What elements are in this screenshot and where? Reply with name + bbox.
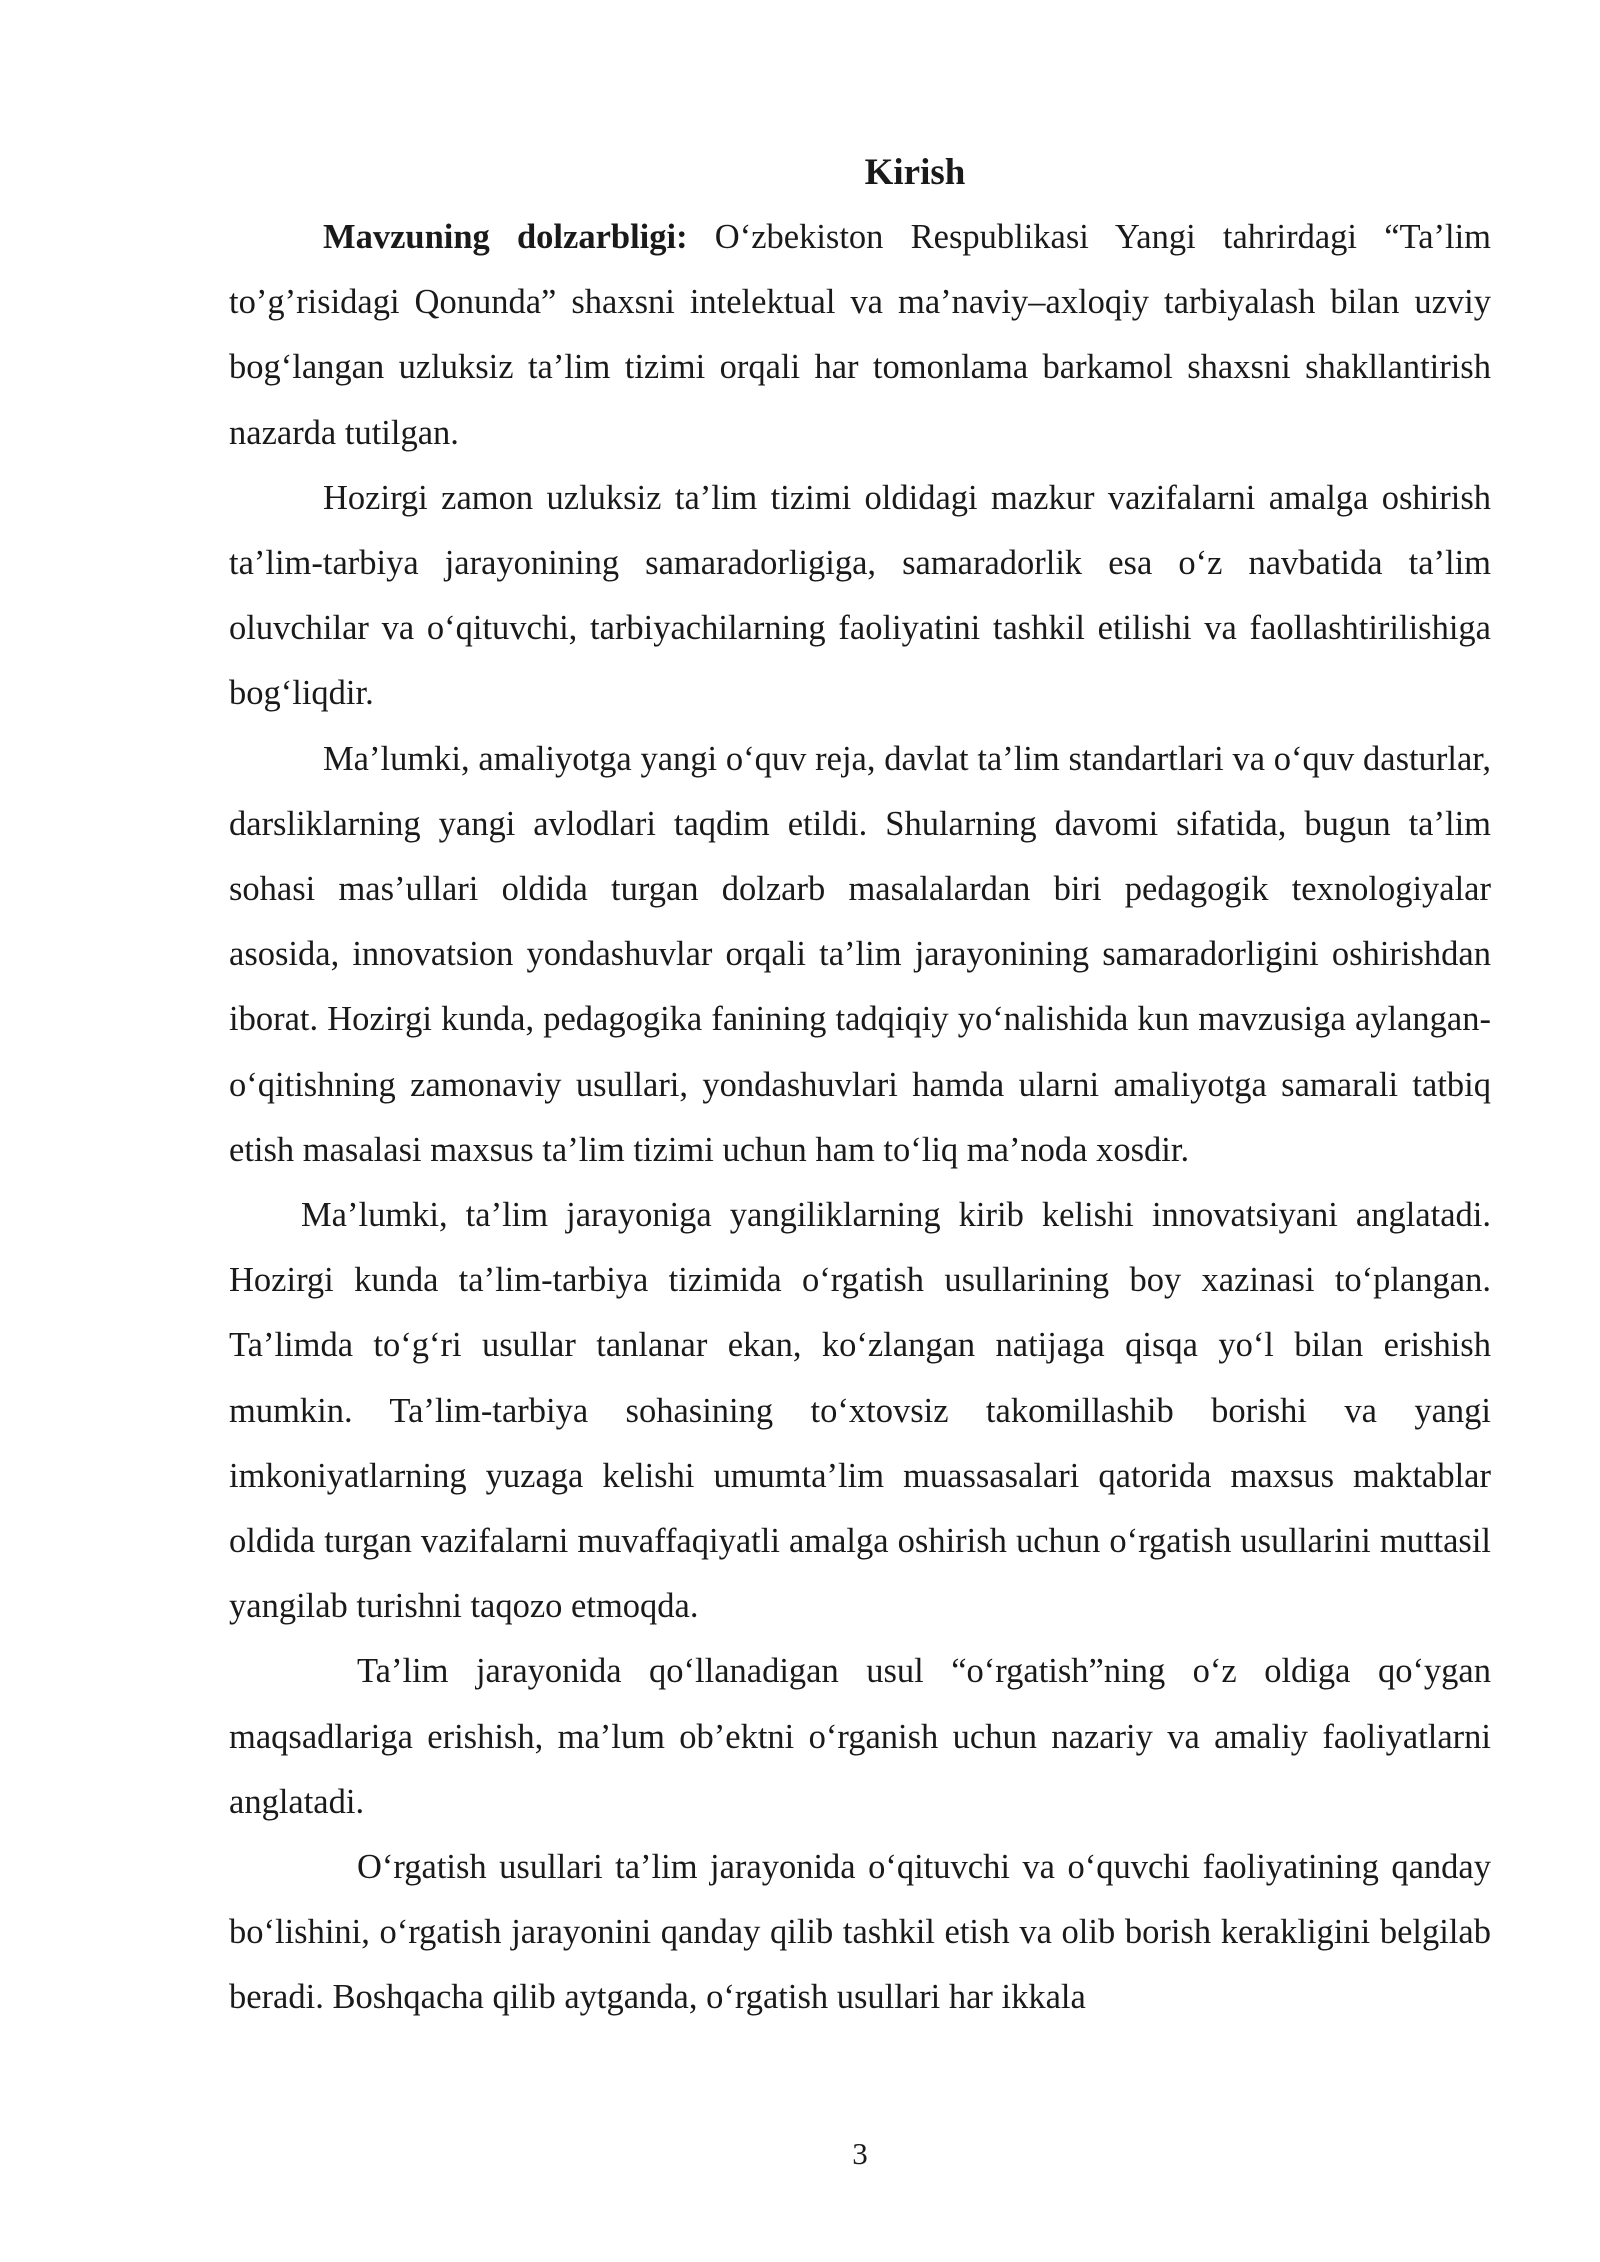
page-title: Kirish	[864, 152, 966, 193]
paragraph-text: O‘zbekiston Respublikasi Yangi tahrirdagi “Ta’lim to’g’risidagi Qonunda” shaxsni intelektual va ma’naviy–axloqiy tarbiyalash bilan uzviy bog‘langan uzluksiz ta’lim tizimi orqali har tomonlama barkamol shaxsni shakllantirish nazarda tutilgan.	[229, 218, 1492, 452]
paragraph: Hozirgi zamon uzluksiz ta’lim tizimi oldidagi mazkur vazifalarni amalga oshirish ta’lim-tarbiya jarayonining samaradorligiga, samaradorlik esa o‘z navbatida ta’lim oluvchilar va o‘qituvchi, tarbiyachilarning faoliyatini tashkil etilishi va faollashtirilishiga bog‘liqdir.	[229, 478, 1491, 713]
page-number: 3	[852, 2136, 868, 2171]
paragraph-lead: Mavzuning dolzarbligi:	[323, 218, 688, 256]
paragraph: Ta’lim jarayonida qo‘llanadigan usul “o‘rgatish”ning o‘z oldiga qo‘ygan maqsadlariga erishish, ma’lum ob’ektni o‘rganish uchun nazariy va amaliy faoliyatlarni anglatadi.	[229, 1652, 1491, 1821]
document-page	[229, 140, 1491, 2031]
paragraph-relevance	[229, 205, 1491, 466]
paragraph: O‘rgatish usullari ta’lim jarayonida o‘qituvchi va o‘quvchi faoliyatining qanday bo‘lishini, o‘rgatish jarayonini qanday qilib tashkil etish va olib borish kerakligini belgilab beradi. Boshqacha qilib aytganda, o‘rgatish usullari har ikkala	[229, 1848, 1491, 2017]
paragraph: Ma’lumki, ta’lim jarayoniga yangiliklarning kirib kelishi innovatsiyani anglatadi. Hozirgi kunda ta’lim-tarbiya tizimida o‘rgatish usullarining boy xazinasi to‘plangan. Ta’limda to‘g‘ri usullar tanlanar ekan, ko‘zlangan natijaga qisqa yo‘l bilan erishish mumkin. Ta’lim-tarbiya sohasining to‘xtovsiz takomillashib borishi va yangi imkoniyatlarning yuzaga kelishi umumta’lim muassasalari qatorida maxsus maktablar oldida turgan vazifalarni muvaffaqiyatli amalga oshirish uchun o‘rgatish usullarini muttasil yangilab turishni taqozo etmoqda.	[229, 1196, 1491, 1626]
paragraph: Ma’lumki, amaliyotga yangi o‘quv reja, davlat ta’lim standartlari va o‘quv dasturlar, darsliklarning yangi avlodlari taqdim etildi. Shularning davomi sifatida, bugun ta’lim sohasi mas’ullari oldida turgan dolzarb masalalardan biri pedagogik texnologiyalar asosida, innovatsion yondashuvlar orqali ta’lim jarayonining samaradorligini oshirishdan iborat. Hozirgi kunda, pedagogika fanining tadqiqiy yo‘nalishida kun mavzusiga aylangan-o‘qitishning zamonaviy usullari, yondashuvlari hamda ularni amaliyotga samarali tatbiq etish masalasi maxsus ta’lim tizimi uchun ham to‘liq ma’noda xosdir.	[229, 739, 1491, 1169]
